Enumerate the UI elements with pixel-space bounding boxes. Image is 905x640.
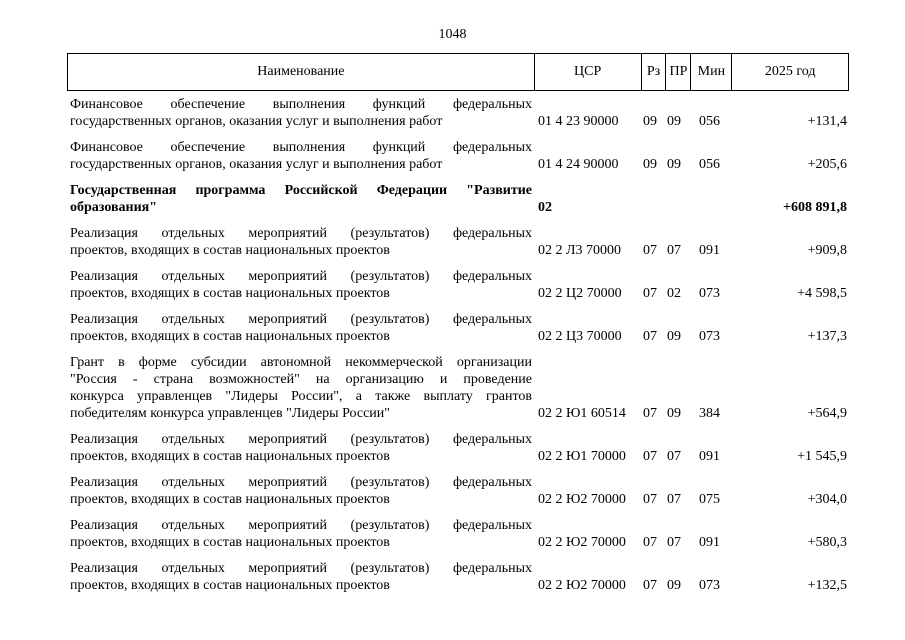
row-name-line: проектов, входящих в состав национальных проектов	[70, 243, 390, 258]
table-body	[67, 96, 849, 603]
row-rz: 07	[643, 286, 657, 301]
row-min: 073	[699, 286, 720, 301]
row-name-line: Реализация отдельных мероприятий (результатов) федеральных	[70, 475, 532, 490]
table-header	[67, 53, 849, 91]
row-rz: 07	[643, 329, 657, 344]
row-csr: 02 2 Ц3 70000	[538, 329, 622, 344]
row-name-line: проектов, входящих в состав национальных проектов	[70, 578, 390, 593]
table-row	[67, 474, 849, 508]
row-name-line: проектов, входящих в состав национальных проектов	[70, 492, 390, 507]
row-pr: 07	[667, 492, 681, 507]
row-value: +132,5	[807, 578, 847, 593]
row-pr: 09	[667, 157, 681, 172]
row-pr: 09	[667, 329, 681, 344]
row-rz: 07	[643, 449, 657, 464]
row-rz: 09	[643, 157, 657, 172]
row-value: +137,3	[807, 329, 847, 344]
row-min: 073	[699, 578, 720, 593]
row-name-line: Реализация отдельных мероприятий (результатов) федеральных	[70, 312, 532, 327]
row-pr: 02	[667, 286, 681, 301]
row-rz: 09	[643, 114, 657, 129]
row-name-line: проектов, входящих в состав национальных проектов	[70, 329, 390, 344]
header-min: Мин	[691, 54, 732, 90]
row-name-line: государственных органов, оказания услуг и выполнения работ	[70, 114, 443, 129]
row-pr: 07	[667, 535, 681, 550]
row-min: 091	[699, 535, 720, 550]
header-csr: ЦСР	[535, 54, 642, 90]
row-pr: 09	[667, 406, 681, 421]
table-row	[67, 225, 849, 259]
row-value: +1 545,9	[797, 449, 847, 464]
row-pr: 07	[667, 243, 681, 258]
row-rz: 07	[643, 578, 657, 593]
row-name-line: конкурса управленцев "Лидеры России", а также выплату грантов	[70, 389, 532, 404]
row-min: 075	[699, 492, 720, 507]
row-name-line: Государственная программа Российской Федерации "Развитие	[70, 183, 532, 198]
row-min: 073	[699, 329, 720, 344]
table-row	[67, 268, 849, 302]
row-name-line: Реализация отдельных мероприятий (результатов) федеральных	[70, 269, 532, 284]
row-rz: 07	[643, 406, 657, 421]
row-rz: 07	[643, 492, 657, 507]
header-pr: ПР	[666, 54, 691, 90]
row-name-line: Финансовое обеспечение выполнения функций федеральных	[70, 140, 532, 155]
page-number: 1048	[438, 27, 467, 42]
row-value: +580,3	[807, 535, 847, 550]
row-pr: 09	[667, 578, 681, 593]
row-name-line: проектов, входящих в состав национальных проектов	[70, 535, 390, 550]
table-row	[67, 431, 849, 465]
table-row	[67, 354, 849, 422]
row-name-line: "Россия - страна возможностей" на организацию и проведение	[70, 372, 532, 387]
row-name-line: Реализация отдельных мероприятий (результатов) федеральных	[70, 432, 532, 447]
row-csr: 02 2 Ю2 70000	[538, 535, 626, 550]
row-rz: 07	[643, 243, 657, 258]
row-name-line: победителям конкурса управленцев "Лидеры России"	[70, 406, 390, 421]
table-row	[67, 139, 849, 173]
row-pr: 07	[667, 449, 681, 464]
row-name-line: образования"	[70, 200, 158, 215]
row-pr: 09	[667, 114, 681, 129]
row-rz: 07	[643, 535, 657, 550]
row-value: +608 891,8	[783, 200, 847, 215]
row-value: +131,4	[807, 114, 847, 129]
row-value: +205,6	[807, 157, 847, 172]
row-name-line: Реализация отдельных мероприятий (результатов) федеральных	[70, 518, 532, 533]
row-value: +909,8	[807, 243, 847, 258]
row-csr: 02 2 Ц2 70000	[538, 286, 622, 301]
row-name-line: проектов, входящих в состав национальных проектов	[70, 286, 390, 301]
row-csr: 02 2 Ю1 60514	[538, 406, 626, 421]
row-name-line: государственных органов, оказания услуг и выполнения работ	[70, 157, 443, 172]
header-rz: Рз	[642, 54, 667, 90]
row-csr: 02 2 Ю1 70000	[538, 449, 626, 464]
table-row	[67, 311, 849, 345]
row-min: 384	[699, 406, 720, 421]
row-value: +564,9	[807, 406, 847, 421]
row-value: +4 598,5	[797, 286, 847, 301]
row-csr: 02 2 Ю2 70000	[538, 578, 626, 593]
row-min: 091	[699, 243, 720, 258]
row-min: 091	[699, 449, 720, 464]
row-csr: 01 4 23 90000	[538, 114, 619, 129]
row-min: 056	[699, 114, 720, 129]
row-min: 056	[699, 157, 720, 172]
table-row	[67, 560, 849, 594]
table-row	[67, 96, 849, 130]
row-csr: 02	[538, 200, 552, 215]
row-name-line: Финансовое обеспечение выполнения функций федеральных	[70, 97, 532, 112]
row-value: +304,0	[807, 492, 847, 507]
table-row	[67, 182, 849, 216]
header-year: 2025 год	[764, 64, 816, 79]
header-name: Наименование	[68, 54, 535, 90]
table-row	[67, 517, 849, 551]
row-name-line: Грант в форме субсидии автономной некоммерческой организации	[70, 355, 532, 370]
row-csr: 02 2 Ю2 70000	[538, 492, 626, 507]
row-csr: 01 4 24 90000	[538, 157, 619, 172]
row-csr: 02 2 Л3 70000	[538, 243, 621, 258]
row-name-line: Реализация отдельных мероприятий (результатов) федеральных	[70, 561, 532, 576]
row-name-line: проектов, входящих в состав национальных проектов	[70, 449, 390, 464]
row-name-line: Реализация отдельных мероприятий (результатов) федеральных	[70, 226, 532, 241]
